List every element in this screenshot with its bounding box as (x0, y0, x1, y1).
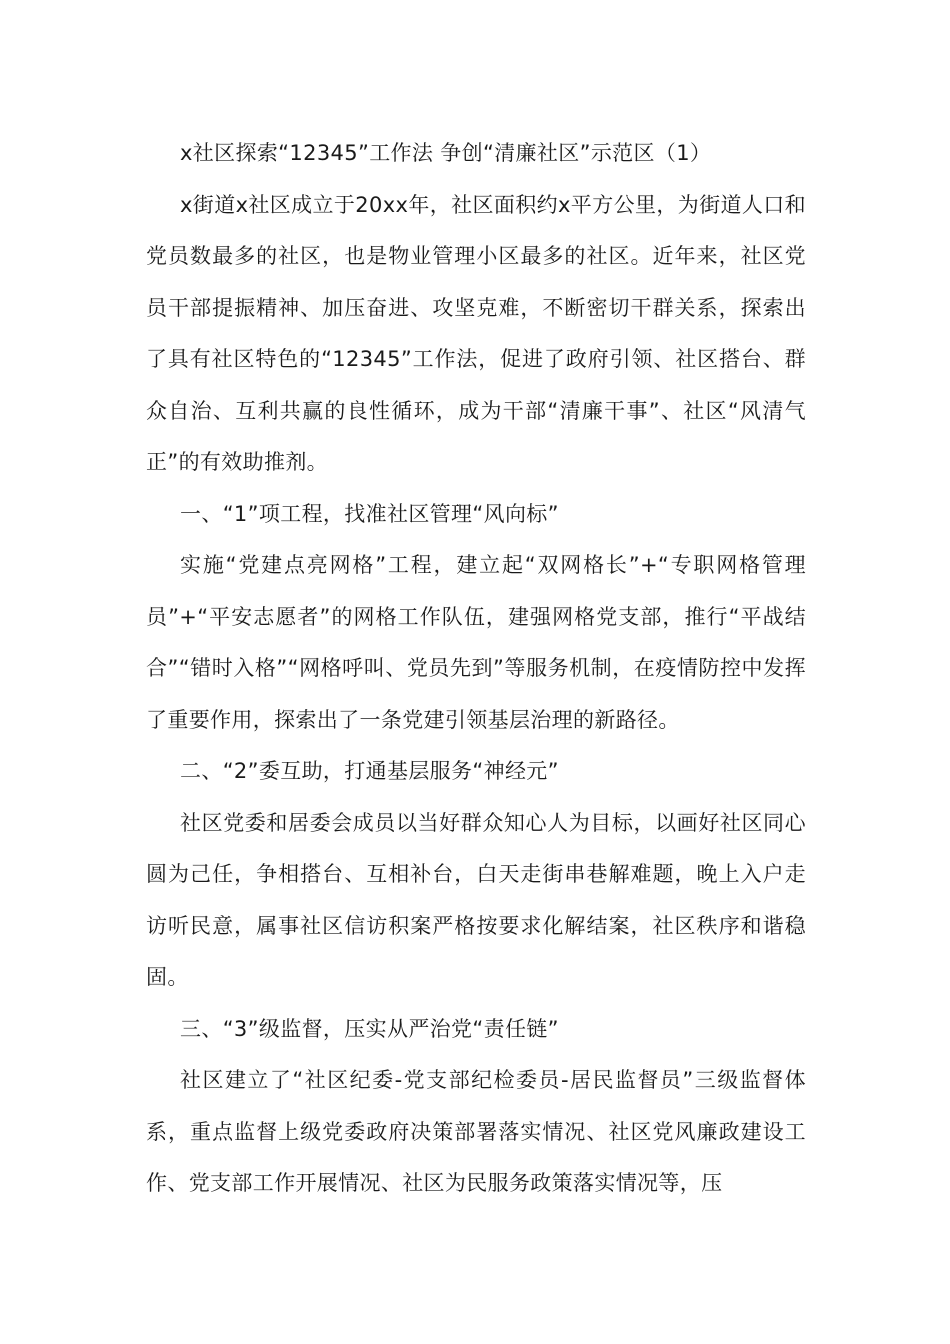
paragraph-section-1: 实施“党建点亮网格”工程，建立起“双网格长”+“专职网格管理员”+“平安志愿者”的网格工作队伍，建强网格党支部，推行“平战结合”“错时入格”“网格呼叫、党员先到”等服务机制，在疫情防控中发挥了重要作用，探索出了一条党建引领基层治理的新路径。 (146, 553, 806, 732)
document-body (146, 128, 806, 1210)
document-title: x社区探索“12345”工作法 争创“清廉社区”示范区（1） (180, 141, 712, 165)
section-heading-2: 二、“2”委互助，打通基层服务“神经元” (180, 759, 559, 783)
section-heading-3: 三、“3”级监督，压实从严治党“责任链” (180, 1016, 559, 1041)
paragraph-section-3: 社区建立了“社区纪委-党支部纪检委员-居民监督员”三级监督体系，重点监督上级党委政府决策部署落实情况、社区党风廉政建设工作、党支部工作开展情况、社区为民服务政策落实情况等，压 (146, 1068, 806, 1195)
paragraph-section-2: 社区党委和居委会成员以当好群众知心人为目标，以画好社区同心圆为己任，争相搭台、互相补台，白天走街串巷解难题，晚上入户走访听民意，属事社区信访积案严格按要求化解结案，社区秩序和谐稳固。 (146, 810, 806, 989)
section-heading-1: 一、“1”项工程，找准社区管理“风向标” (180, 501, 559, 526)
paragraph-intro: x街道x社区成立于20xx年，社区面积约x平方公里，为街道人口和党员数最多的社区，也是物业管理小区最多的社区。近年来，社区党员干部提振精神、加压奋进、攻坚克难，不断密切干群关系，探索出了具有社区特色的“12345”工作法，促进了政府引领、社区搭台、群众自治、互利共赢的良性循环，成为干部“清廉干事”、社区“风清气正”的有效助推剂。 (146, 192, 806, 474)
